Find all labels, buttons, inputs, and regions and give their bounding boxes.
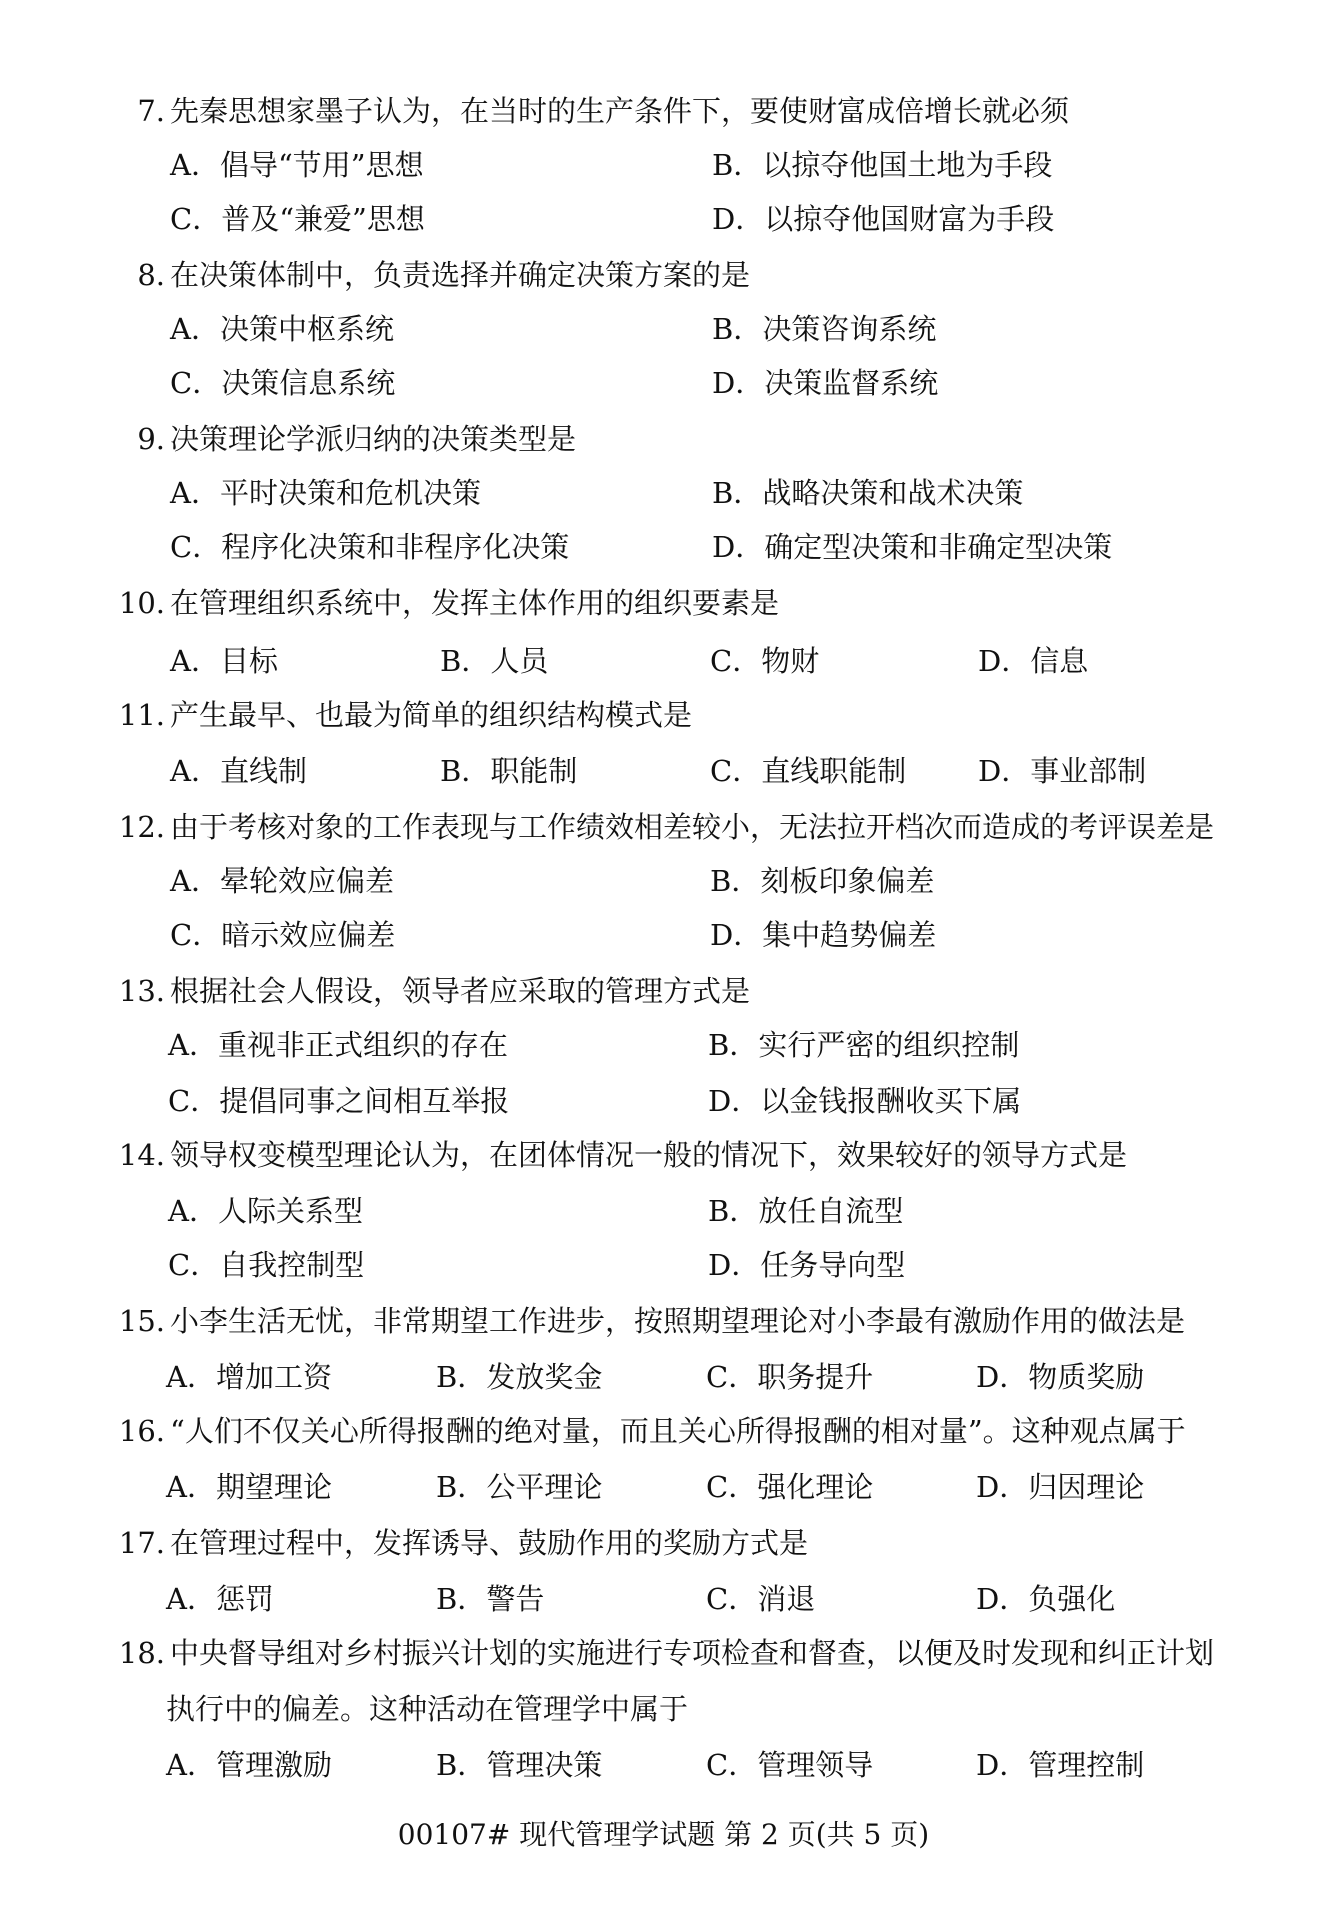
option-a: A．晕轮效应偏差 [170,864,394,898]
option-d: D．集中趋势偏差 [710,918,937,952]
option-b: B．公平理论 [436,1470,603,1504]
option-b: B．人员 [440,644,549,678]
option-a: A．管理激励 [166,1748,332,1782]
question-stem: 决策理论学派归纳的决策类型是 [170,422,577,456]
question-stem: 领导权变模型理论认为，在团体情况一般的情况下，效果较好的领导方式是 [170,1138,1128,1172]
option-d: D．以掠夺他国财富为手段 [712,202,1055,236]
option-b: B．职能制 [440,754,578,788]
option-c: C．管理领导 [706,1748,874,1782]
question-stem: 先秦思想家墨子认为，在当时的生产条件下，要使财富成倍增长就必须 [170,94,1070,128]
question-stem: “人们不仅关心所得报酬的绝对量，而且关心所得报酬的相对量”。这种观点属于 [170,1414,1186,1448]
option-c: C．提倡同事之间相互举报 [168,1084,510,1118]
option-c: C．决策信息系统 [170,366,396,400]
option-d: D．物质奖励 [976,1360,1145,1394]
question-stem: 中央督导组对乡村振兴计划的实施进行专项检查和督查，以便及时发现和纠正计划 [170,1636,1215,1670]
question-number: 7. [137,94,165,128]
option-c: C．物财 [710,644,820,678]
question-number: 15. [118,1304,165,1338]
question-number: 17. [118,1526,165,1560]
option-c: C．自我控制型 [168,1248,365,1282]
option-b: B．管理决策 [436,1748,603,1782]
option-d: D．确定型决策和非确定型决策 [712,530,1113,564]
question-stem: 根据社会人假设，领导者应采取的管理方式是 [170,974,751,1008]
option-d: D．归因理论 [976,1470,1145,1504]
question-number: 14. [118,1138,165,1172]
question-number: 12. [118,810,165,844]
option-c: C．程序化决策和非程序化决策 [170,530,570,564]
question-stem: 由于考核对象的工作表现与工作绩效相差较小，无法拉开档次而造成的考评误差是 [170,810,1215,844]
question-number: 13. [118,974,165,1008]
page-footer: 00107# 现代管理学试题 第 2 页(共 5 页) [397,1818,930,1851]
question-number: 8. [137,258,165,292]
option-d: D．以金钱报酬收买下属 [708,1084,1022,1118]
option-c: C．直线职能制 [710,754,907,788]
option-a: A．决策中枢系统 [170,312,394,346]
question-stem: 在管理过程中，发挥诱导、鼓励作用的奖励方式是 [170,1526,809,1560]
option-c: C．消退 [706,1582,816,1616]
option-a: A．增加工资 [166,1360,332,1394]
option-b: B．决策咨询系统 [712,312,937,346]
option-d: D．任务导向型 [708,1248,906,1282]
option-b: B．实行严密的组织控制 [708,1028,1020,1062]
option-a: A．惩罚 [166,1582,274,1616]
option-b: B．发放奖金 [436,1360,603,1394]
question-stem-continuation: 执行中的偏差。这种活动在管理学中属于 [166,1692,689,1726]
option-d: D．信息 [978,644,1089,678]
option-b: B．放任自流型 [708,1194,904,1228]
option-b: B．警告 [436,1582,545,1616]
option-b: B．战略决策和战术决策 [712,476,1024,510]
question-number: 10. [118,586,165,620]
option-b: B．刻板印象偏差 [710,864,935,898]
question-number: 16. [118,1414,165,1448]
question-stem: 在管理组织系统中，发挥主体作用的组织要素是 [170,586,780,620]
option-d: D．负强化 [976,1582,1116,1616]
question-stem: 产生最早、也最为简单的组织结构模式是 [170,698,693,732]
option-a: A．倡导“节用”思想 [170,148,424,182]
option-d: D．管理控制 [976,1748,1145,1782]
option-c: C．普及“兼爱”思想 [170,202,425,236]
option-b: B．以掠夺他国土地为手段 [712,148,1053,182]
option-a: A．重视非正式组织的存在 [168,1028,508,1062]
option-d: D．决策监督系统 [712,366,939,400]
option-c: C．强化理论 [706,1470,874,1504]
option-d: D．事业部制 [978,754,1147,788]
option-a: A．目标 [170,644,278,678]
option-a: A．人际关系型 [168,1194,363,1228]
option-a: A．期望理论 [166,1470,332,1504]
question-number: 11. [118,698,165,732]
question-number: 9. [137,422,165,456]
option-c: C．职务提升 [706,1360,874,1394]
question-number: 18. [118,1636,165,1670]
question-stem: 小李生活无忧，非常期望工作进步，按照期望理论对小李最有激励作用的做法是 [170,1304,1186,1338]
option-a: A．直线制 [170,754,307,788]
option-a: A．平时决策和危机决策 [170,476,481,510]
question-stem: 在决策体制中，负责选择并确定决策方案的是 [170,258,751,292]
option-c: C．暗示效应偏差 [170,918,396,952]
